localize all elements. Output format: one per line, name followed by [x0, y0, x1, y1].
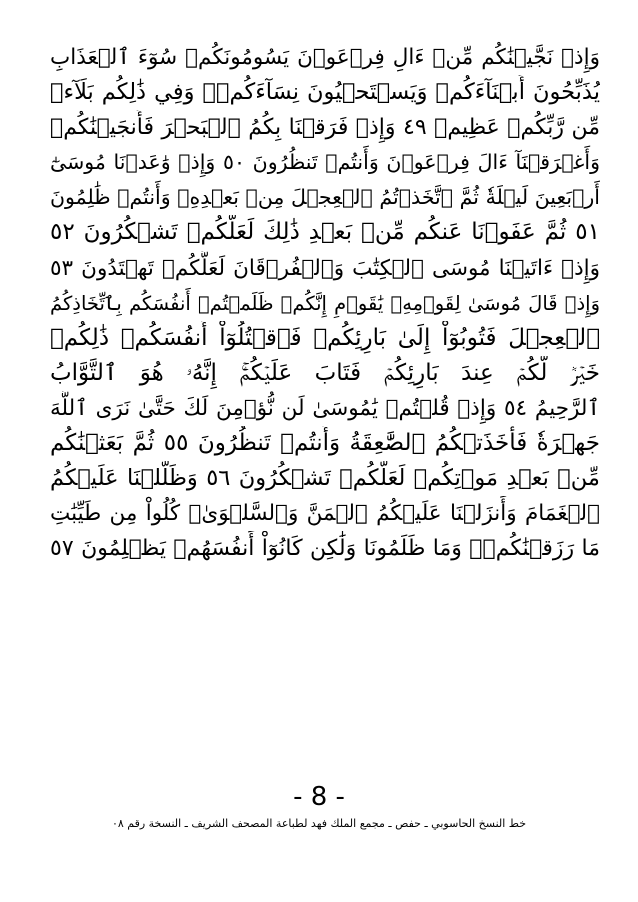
verse-line: مِّنۢ بَعۡدِ مَوۡتِكُمۡ لَعَلَّكُمۡ تَشۡكُرُونَ ٥٦ وَظَلَّلۡنَا عَلَيۡكُمُ	[50, 465, 600, 492]
verse-line: جَهۡرَةٗ فَأَخَذَتۡكُمُ ٱلصَّٰعِقَةُ وَأَنتُمۡ تَنظُرُونَ ٥٥ ثُمَّ بَعَثۡنَٰكُم	[50, 430, 600, 457]
verse-line: ٥١ ثُمَّ عَفَوۡنَا عَنكُم مِّنۢ بَعۡدِ ذَٰلِكَ لَعَلَّكُمۡ تَشۡكُرُونَ ٥٢	[50, 219, 600, 246]
verse-line: مِّن رَّبِّكُمۡ عَظِيمٞ ٤٩ وَإِذۡ فَرَقۡنَا بِكُمُ ٱلۡبَحۡرَ فَأَنجَيۡنَٰكُمۡ	[50, 115, 600, 141]
verse-line: ٱلۡغَمَامَ وَأَنزَلۡنَا عَلَيۡكُمُ ٱلۡمَنَّ وَٱلسَّلۡوَىٰۖ كُلُواْ مِن طَيِّبَٰتِ	[50, 501, 600, 527]
verse-line: مَا رَزَقۡنَٰكُمۡۚ وَمَا ظَلَمُونَا وَلَٰكِن كَانُوٓاْ أَنفُسَهُمۡ يَظۡلِمُونَ ٥٧	[50, 536, 600, 562]
footer-note: خط النسخ الحاسوبي ـ حفص ـ مجمع الملك فهد لطباعة المصحف الشريف ـ النسخة رقم ٠٨	[111, 817, 527, 830]
verse-line: ٱلرَّحِيمُ ٥٤ وَإِذۡ قُلۡتُمۡ يَٰمُوسَىٰ لَن نُّؤۡمِنَ لَكَ حَتَّىٰ نَرَى ٱللَّهَ	[50, 395, 600, 421]
verse-line: وَإِذۡ قَالَ مُوسَىٰ لِقَوۡمِهِۦ يَٰقَوۡمِ إِنَّكُمۡ ظَلَمۡتُمۡ أَنفُسَكُم بِٱتِّخَاذِكُمُ	[50, 291, 600, 315]
verse-line: ٱلۡعِجۡلَ فَتُوبُوٓاْ إِلَىٰ بَارِئِكُمۡ فَٱقۡتُلُوٓاْ أَنفُسَكُمۡ ذَٰلِكُمۡ	[50, 324, 600, 351]
verse-line: يُذَبِّحُونَ أَبۡنَآءَكُمۡ وَيَسۡتَحۡيُونَ نِسَآءَكُمۡۚ وَفِي ذَٰلِكُم بَلَآءٞ	[50, 79, 600, 106]
verse-line: وَإِذۡ ءَاتَيۡنَا مُوسَى ٱلۡكِتَٰبَ وَٱلۡفُرۡقَانَ لَعَلَّكُمۡ تَهۡتَدُونَ ٥٣	[50, 255, 600, 281]
page-number: - 8 -	[293, 782, 345, 812]
verse-line: أَرۡبَعِينَ لَيۡلَةٗ ثُمَّ ٱتَّخَذۡتُمُ ٱلۡعِجۡلَ مِنۢ بَعۡدِهِۦ وَأَنتُمۡ ظَٰلِمُونَ	[50, 185, 600, 210]
verse-line: وَإِذۡ نَجَّيۡنَٰكُم مِّنۡ ءَالِ فِرۡعَوۡنَ يَسُومُونَكُمۡ سُوٓءَ ٱلۡعَذَابِ	[50, 45, 600, 70]
verses-block	[50, 40, 600, 566]
verse-line: خَيۡرٞ لَّكُمۡ عِندَ بَارِئِكُمۡ فَتَابَ عَلَيۡكُمۡۚ إِنَّهُۥ هُوَ ٱلتَّوَّابُ	[50, 359, 600, 386]
verse-line: وَأَغۡرَقۡنَآ ءَالَ فِرۡعَوۡنَ وَأَنتُمۡ تَنظُرُونَ ٥٠ وَإِذۡ وَٰعَدۡنَا مُوسَىٰٓ	[50, 150, 600, 175]
